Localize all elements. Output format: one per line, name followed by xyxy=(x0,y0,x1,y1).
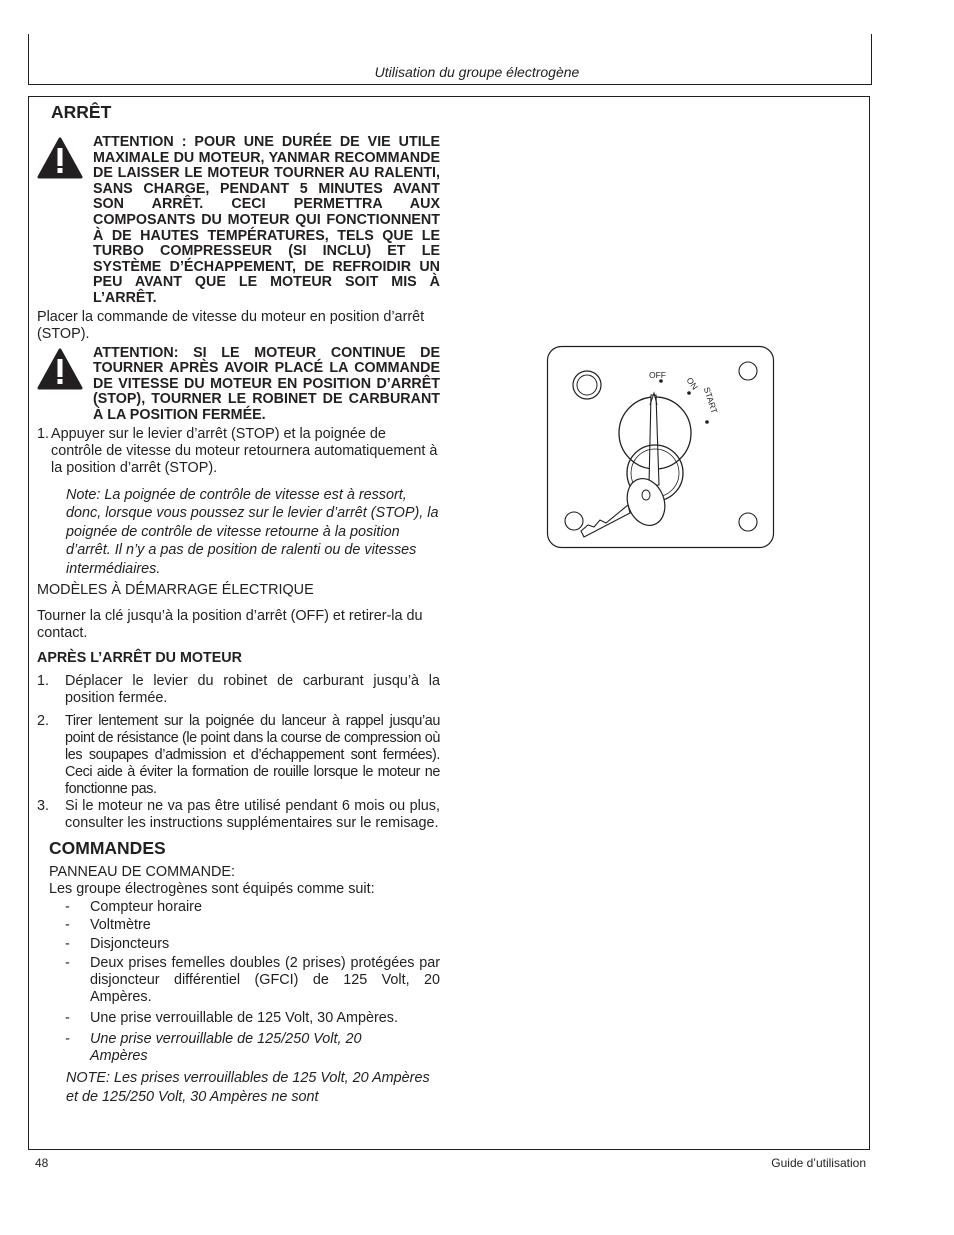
ignition-switch-illustration xyxy=(546,345,775,549)
step-1 xyxy=(37,426,440,477)
subhead-electric-start: MODÈLES À DÉMARRAGE ÉLECTRIQUE xyxy=(37,582,314,599)
note-text: La poignée de contrôle de vitesse est à ressort, donc, lorsque vous poussez sur le levier d’arrêt (STOP), la poignée de contrôle de vitesse retourne à la position d’arrêt. Il n’y a pas de position de ralenti ou de vitesses intermédiaires. xyxy=(66,486,439,577)
list-number: 2. xyxy=(37,713,50,730)
section-heading-commandes: COMMANDES xyxy=(49,838,166,859)
list-item xyxy=(37,673,440,707)
label-on: ON xyxy=(684,375,701,392)
list-number: 1. xyxy=(37,673,50,690)
list-text: Si le moteur ne va pas être utilisé pendant 6 mois ou plus, consulter les instructions supplémentaires sur le remisage. xyxy=(65,798,440,832)
para-electric-start: Tourner la clé jusqu’à la position d’arrêt (OFF) et retirer-la du contact. xyxy=(37,608,423,642)
left-column xyxy=(37,102,440,1106)
warning-text-2: ATTENTION: SI LE MOTEUR CONTINUE DE TOURNER APRÈS AVOIR PLACÉ LA COMMANDE DE VITESSE DU MOTEUR EN POSITION D’ARRÊT (STOP), TOURNER LE ROBINET DE CARBURANT À LA POSITION FERMÉE. xyxy=(93,344,440,423)
warning-triangle-icon xyxy=(37,135,85,307)
warning-block-1 xyxy=(37,135,440,307)
list-item xyxy=(37,713,440,798)
note-locking-outlets: NOTE: Les prises verrouillables de 125 Volt, 20 Ampères et de 125/250 Volt, 30 Ampères ne sont xyxy=(66,1070,430,1105)
footer-doc-title: Guide d’utilisation xyxy=(771,1156,866,1170)
running-header: Utilisation du groupe électrogène xyxy=(374,64,580,80)
list-item xyxy=(37,798,440,832)
list-item: - Une prise verrouillable de 125/250 Volt, 20 Ampères xyxy=(65,1031,362,1065)
list-item: - Deux prises femelles doubles (2 prises) protégées par disjoncteur différentiel (GFCI) de 125 Volt, 20 Ampères. xyxy=(65,955,440,1006)
warning-block-2 xyxy=(37,346,440,424)
step-number: 1. xyxy=(37,425,50,442)
panel-intro: Les groupe électrogènes sont équipés comme suit: xyxy=(49,881,375,898)
note-speed-control xyxy=(37,486,440,579)
list-text: Tirer lentement sur la poignée du lanceur à rappel jusqu’au point de résistance (le point dans la course de compression où les soupapes d’admission et d’échappement sont fermées). Ceci aide à éviter la formation de rouille lorsque le moteur ne fonctionne pas. xyxy=(65,713,440,798)
label-start: START xyxy=(701,385,720,415)
list-item: - Voltmètre xyxy=(65,917,151,934)
step-text: Appuyer sur le levier d’arrêt (STOP) et la poignée de contrôle de vitesse du moteur retournera automatiquement à la position d’arrêt (STOP). xyxy=(51,425,438,476)
warning-triangle-icon xyxy=(37,346,85,424)
para-stop-position: Placer la commande de vitesse du moteur en position d’arrêt (STOP). xyxy=(37,308,425,342)
subhead-after-stop: APRÈS L’ARRÊT DU MOTEUR xyxy=(37,650,242,667)
equipment-list xyxy=(49,899,440,1065)
panel-label: PANNEAU DE COMMANDE: xyxy=(49,864,236,881)
list-item: - Compteur horaire xyxy=(65,899,202,916)
note-label: Note: xyxy=(66,486,101,503)
list-item: - Disjoncteurs xyxy=(65,936,170,953)
section-heading-arret: ARRÊT xyxy=(51,102,112,122)
page-number: 48 xyxy=(35,1156,49,1170)
list-number: 3. xyxy=(37,798,50,815)
list-text: Déplacer le levier du robinet de carburant jusqu’à la position fermée. xyxy=(65,673,440,707)
warning-text-1: ATTENTION : POUR UNE DURÉE DE VIE UTILE MAXIMALE DU MOTEUR, YANMAR RECOMMANDE DE LAISSER LE MOTEUR TOURNER AU RALENTI, SANS CHARGE, PENDANT 5 MINUTES AVANT SON ARRÊT. CECI PERMETTRA AUX COMPOSANTS DU MOTEUR QUI FONCTIONNENT À DE HAUTES TEMPÉRATURES, TELS QUE LE TURBO COMPRESSEUR (SI INCLU) ET LE SYSTÈME D’ÉCHAPPEMENT, DE REFROIDIR UN PEU AVANT QUE LE MOTEUR SOIT MIS À L’ARRÊT. xyxy=(93,134,440,306)
commandes-body xyxy=(49,864,440,1106)
label-off: OFF xyxy=(649,370,666,380)
list-item: - Une prise verrouillable de 125 Volt, 30 Ampères. xyxy=(65,1010,398,1027)
after-stop-list xyxy=(37,673,440,832)
